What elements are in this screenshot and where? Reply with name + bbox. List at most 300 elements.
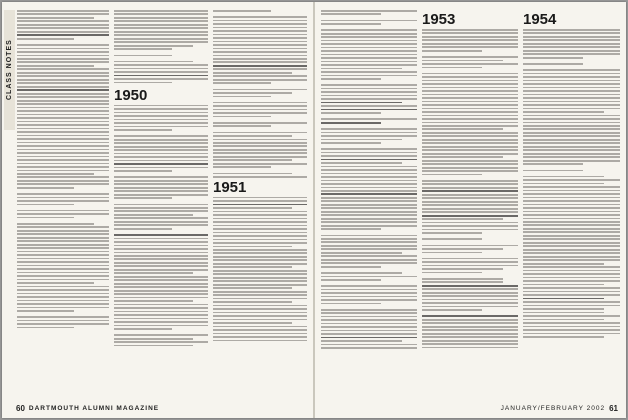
text-line bbox=[17, 327, 74, 329]
text-line bbox=[114, 170, 172, 172]
text-line bbox=[523, 76, 620, 78]
text-line bbox=[422, 248, 503, 250]
text-line bbox=[523, 149, 620, 151]
text-line bbox=[213, 298, 307, 300]
text-line bbox=[523, 273, 620, 275]
text-line bbox=[422, 336, 518, 338]
text-line bbox=[321, 155, 417, 157]
text-line bbox=[422, 295, 518, 297]
text-line bbox=[523, 118, 620, 120]
text-line bbox=[422, 146, 518, 148]
text-line bbox=[523, 104, 620, 106]
text-line bbox=[114, 304, 208, 306]
text-line bbox=[422, 329, 518, 331]
text-line bbox=[321, 169, 417, 171]
text-line bbox=[17, 180, 109, 182]
text-line bbox=[321, 299, 417, 301]
text-line bbox=[17, 48, 109, 50]
column-text bbox=[523, 29, 620, 338]
left-column-3 bbox=[213, 10, 307, 402]
text-line bbox=[213, 235, 307, 237]
text-line bbox=[213, 176, 307, 178]
text-line bbox=[523, 97, 620, 99]
text-line bbox=[422, 135, 518, 137]
text-line bbox=[17, 27, 109, 29]
text-line bbox=[523, 128, 620, 130]
text-line bbox=[523, 238, 620, 240]
text-line bbox=[213, 82, 271, 84]
text-line bbox=[17, 247, 109, 249]
text-line bbox=[213, 37, 307, 39]
text-line bbox=[114, 71, 208, 73]
text-line bbox=[321, 207, 417, 209]
text-line bbox=[213, 287, 292, 289]
text-line bbox=[114, 338, 193, 340]
text-line bbox=[17, 282, 94, 284]
text-line bbox=[422, 149, 518, 151]
text-line bbox=[17, 187, 74, 189]
text-line bbox=[321, 23, 381, 25]
text-line bbox=[321, 259, 417, 261]
text-line bbox=[321, 102, 402, 104]
text-line bbox=[17, 268, 109, 270]
text-line bbox=[213, 159, 292, 161]
left-page bbox=[2, 2, 313, 418]
text-line bbox=[114, 265, 208, 267]
text-line bbox=[114, 248, 208, 250]
text-line bbox=[523, 186, 620, 188]
text-line bbox=[213, 44, 307, 46]
text-line bbox=[523, 305, 620, 307]
text-line bbox=[17, 75, 109, 77]
text-line bbox=[422, 187, 518, 189]
text-line bbox=[523, 235, 620, 237]
text-line bbox=[17, 68, 109, 70]
text-line bbox=[523, 63, 583, 65]
text-line bbox=[523, 224, 620, 226]
text-line bbox=[114, 176, 208, 178]
text-line bbox=[422, 163, 518, 165]
text-line bbox=[17, 124, 109, 126]
text-line bbox=[321, 200, 417, 202]
text-line bbox=[321, 122, 381, 124]
text-line bbox=[321, 296, 417, 298]
text-line bbox=[523, 252, 620, 254]
text-line bbox=[523, 221, 620, 223]
text-line bbox=[114, 269, 208, 271]
text-line bbox=[17, 131, 109, 133]
text-line bbox=[321, 162, 402, 164]
text-line bbox=[321, 105, 417, 107]
text-line bbox=[213, 41, 307, 43]
text-line bbox=[114, 149, 208, 151]
text-line bbox=[523, 228, 620, 230]
text-line bbox=[422, 50, 482, 52]
text-line bbox=[213, 96, 271, 98]
text-line bbox=[114, 214, 193, 216]
text-line bbox=[114, 10, 208, 12]
text-line bbox=[321, 68, 402, 70]
text-line bbox=[17, 20, 109, 22]
text-line bbox=[114, 135, 208, 137]
text-line bbox=[523, 94, 620, 96]
text-line bbox=[523, 53, 620, 55]
text-line bbox=[114, 255, 208, 257]
page-number: 61 bbox=[609, 404, 618, 413]
text-line bbox=[114, 300, 193, 302]
text-line bbox=[523, 249, 620, 251]
text-line bbox=[213, 79, 307, 81]
text-line bbox=[213, 263, 307, 265]
text-line bbox=[422, 299, 518, 301]
text-line bbox=[422, 36, 518, 38]
text-line bbox=[422, 347, 518, 349]
text-line bbox=[114, 20, 208, 22]
text-line bbox=[321, 152, 417, 154]
text-line bbox=[17, 200, 109, 202]
text-line bbox=[422, 63, 518, 65]
text-line bbox=[321, 312, 417, 314]
text-line bbox=[321, 316, 417, 318]
text-line bbox=[17, 128, 109, 130]
text-line bbox=[321, 98, 417, 100]
column-text bbox=[213, 197, 307, 342]
text-line bbox=[114, 38, 208, 40]
text-line bbox=[213, 61, 307, 63]
text-line bbox=[114, 334, 208, 336]
text-line bbox=[17, 10, 109, 12]
text-line bbox=[523, 69, 620, 71]
text-line bbox=[422, 292, 518, 294]
column-text bbox=[114, 10, 208, 83]
text-line bbox=[213, 197, 307, 199]
text-line bbox=[422, 29, 518, 31]
text-line bbox=[321, 285, 417, 287]
text-line bbox=[17, 233, 109, 235]
text-line bbox=[17, 173, 94, 175]
text-line bbox=[321, 276, 417, 278]
text-line bbox=[213, 326, 307, 328]
text-line bbox=[422, 252, 482, 254]
text-line bbox=[114, 234, 208, 236]
text-line bbox=[114, 194, 208, 196]
text-line bbox=[213, 105, 307, 107]
text-line bbox=[114, 108, 208, 110]
text-line bbox=[114, 27, 208, 29]
text-line bbox=[114, 75, 208, 77]
text-line bbox=[17, 300, 109, 302]
text-line bbox=[422, 245, 518, 247]
text-line bbox=[213, 291, 307, 293]
text-line bbox=[321, 128, 417, 130]
text-line bbox=[422, 197, 518, 199]
text-line bbox=[213, 72, 292, 74]
text-line bbox=[114, 314, 208, 316]
text-line bbox=[213, 149, 307, 151]
right-page bbox=[315, 2, 626, 418]
text-line bbox=[213, 277, 307, 279]
text-line bbox=[213, 51, 307, 53]
text-line bbox=[114, 204, 208, 206]
text-line bbox=[523, 108, 620, 110]
text-line bbox=[213, 75, 307, 77]
text-line bbox=[114, 119, 208, 121]
text-line bbox=[17, 251, 109, 253]
text-line bbox=[321, 344, 417, 346]
text-line bbox=[523, 163, 583, 165]
text-line bbox=[523, 200, 620, 202]
text-line bbox=[321, 248, 417, 250]
text-line bbox=[213, 89, 307, 91]
text-line bbox=[213, 116, 271, 118]
text-line bbox=[321, 88, 417, 90]
text-line bbox=[422, 204, 518, 206]
text-line bbox=[114, 286, 208, 288]
text-line bbox=[321, 266, 381, 268]
text-line bbox=[17, 289, 109, 291]
text-line bbox=[213, 256, 307, 258]
text-line bbox=[17, 156, 109, 158]
text-line bbox=[422, 32, 518, 34]
text-line bbox=[523, 242, 620, 244]
text-line bbox=[114, 55, 172, 57]
text-line bbox=[17, 240, 109, 242]
text-line bbox=[422, 288, 518, 290]
text-line bbox=[114, 48, 172, 50]
text-line bbox=[422, 115, 518, 117]
text-line bbox=[422, 118, 518, 120]
text-line bbox=[213, 273, 307, 275]
text-line bbox=[17, 254, 109, 256]
text-line bbox=[17, 303, 109, 305]
text-line bbox=[213, 142, 307, 144]
text-line bbox=[422, 153, 518, 155]
text-line bbox=[213, 200, 307, 202]
text-line bbox=[213, 10, 271, 12]
text-line bbox=[114, 290, 208, 292]
text-line bbox=[422, 111, 518, 113]
text-line bbox=[17, 217, 74, 219]
text-line bbox=[523, 101, 620, 103]
text-line bbox=[213, 173, 292, 175]
text-line bbox=[17, 103, 109, 105]
text-line bbox=[114, 156, 208, 158]
text-line bbox=[321, 176, 417, 178]
text-line bbox=[213, 122, 307, 124]
text-line bbox=[17, 265, 109, 267]
text-line bbox=[17, 272, 109, 274]
text-line bbox=[321, 204, 417, 206]
text-line bbox=[321, 245, 417, 247]
text-line bbox=[422, 180, 518, 182]
text-line bbox=[213, 315, 307, 317]
text-line bbox=[321, 36, 417, 38]
text-line bbox=[321, 33, 417, 35]
text-line bbox=[422, 340, 518, 342]
text-line bbox=[114, 64, 208, 66]
text-line bbox=[213, 322, 292, 324]
text-line bbox=[17, 310, 74, 312]
text-line bbox=[114, 142, 208, 144]
text-line bbox=[523, 111, 604, 113]
text-line bbox=[114, 13, 208, 15]
text-line bbox=[422, 167, 518, 169]
text-line bbox=[17, 100, 109, 102]
column-text bbox=[213, 10, 307, 178]
text-line bbox=[321, 61, 417, 63]
text-line bbox=[523, 43, 620, 45]
text-line bbox=[213, 228, 307, 230]
text-line bbox=[422, 265, 518, 267]
text-line bbox=[321, 43, 417, 45]
text-line bbox=[523, 270, 620, 272]
text-line bbox=[213, 232, 307, 234]
issue-date: JANUARY/FEBRUARY 2002 bbox=[500, 405, 606, 412]
text-line bbox=[17, 107, 109, 109]
text-line bbox=[523, 153, 620, 155]
text-line bbox=[17, 293, 109, 295]
text-line bbox=[422, 208, 518, 210]
text-line bbox=[422, 46, 518, 48]
text-line bbox=[17, 24, 109, 26]
text-line bbox=[523, 156, 620, 158]
text-line bbox=[17, 279, 109, 281]
text-line bbox=[523, 197, 620, 199]
text-line bbox=[523, 32, 620, 34]
text-line bbox=[213, 163, 307, 165]
text-line bbox=[114, 34, 208, 36]
text-line bbox=[213, 312, 307, 314]
text-line bbox=[422, 281, 503, 283]
text-line bbox=[17, 89, 109, 91]
text-line bbox=[114, 24, 208, 26]
text-line bbox=[114, 341, 208, 343]
text-line bbox=[422, 90, 518, 92]
text-line bbox=[17, 275, 109, 277]
text-line bbox=[17, 142, 109, 144]
publication-name: DARTMOUTH ALUMNI MAGAZINE bbox=[28, 405, 160, 412]
text-line bbox=[523, 231, 620, 233]
text-line bbox=[422, 238, 482, 240]
text-line bbox=[114, 160, 208, 162]
text-line bbox=[422, 76, 518, 78]
text-line bbox=[17, 38, 74, 40]
text-line bbox=[321, 183, 417, 185]
text-line bbox=[17, 258, 109, 260]
text-line bbox=[523, 280, 620, 282]
text-line bbox=[17, 204, 74, 206]
text-line bbox=[17, 96, 109, 98]
text-line bbox=[321, 303, 381, 305]
text-line bbox=[17, 176, 109, 178]
text-line bbox=[17, 61, 109, 63]
text-line bbox=[213, 30, 307, 32]
text-line bbox=[523, 46, 620, 48]
text-line bbox=[422, 183, 518, 185]
text-line bbox=[422, 73, 518, 75]
text-line bbox=[321, 109, 417, 111]
text-line bbox=[321, 333, 417, 335]
text-line bbox=[17, 261, 109, 263]
text-line bbox=[114, 190, 208, 192]
text-line bbox=[321, 112, 381, 114]
text-line bbox=[213, 55, 307, 57]
text-line bbox=[17, 55, 109, 57]
text-line bbox=[17, 51, 109, 53]
text-line bbox=[17, 79, 109, 81]
text-line bbox=[523, 256, 620, 258]
text-line bbox=[321, 337, 417, 339]
text-line bbox=[523, 190, 620, 192]
text-line bbox=[213, 340, 307, 342]
left-footer bbox=[16, 404, 159, 413]
text-line bbox=[213, 135, 292, 137]
text-line bbox=[422, 156, 503, 158]
text-line bbox=[17, 145, 109, 147]
text-line bbox=[422, 60, 503, 62]
text-line bbox=[321, 29, 417, 31]
text-line bbox=[17, 82, 109, 84]
text-line bbox=[422, 306, 518, 308]
text-line bbox=[114, 241, 208, 243]
text-line bbox=[213, 65, 307, 67]
text-line bbox=[17, 286, 109, 288]
text-line bbox=[213, 294, 307, 296]
text-line bbox=[422, 142, 518, 144]
text-line bbox=[17, 58, 109, 60]
text-line bbox=[114, 252, 208, 254]
text-line bbox=[17, 226, 109, 228]
column-text bbox=[17, 10, 109, 328]
text-line bbox=[422, 232, 482, 234]
text-line bbox=[321, 279, 381, 281]
text-line bbox=[114, 311, 208, 313]
page-number: 60 bbox=[16, 404, 25, 413]
text-line bbox=[422, 160, 518, 162]
text-line bbox=[523, 214, 620, 216]
text-line bbox=[213, 221, 307, 223]
text-line bbox=[17, 197, 109, 199]
text-line bbox=[114, 258, 208, 260]
text-line bbox=[114, 112, 208, 114]
text-line bbox=[321, 347, 417, 349]
class-year-heading: 1950 bbox=[114, 86, 148, 104]
text-line bbox=[422, 132, 518, 134]
text-line bbox=[17, 17, 94, 19]
text-line bbox=[422, 108, 518, 110]
text-line bbox=[114, 217, 208, 219]
text-line bbox=[17, 166, 109, 168]
text-line bbox=[523, 73, 620, 75]
text-line bbox=[422, 278, 503, 280]
text-line bbox=[114, 228, 172, 230]
text-line bbox=[213, 139, 307, 141]
text-line bbox=[422, 125, 518, 127]
text-line bbox=[213, 92, 292, 94]
text-line bbox=[422, 83, 518, 85]
text-line bbox=[17, 13, 109, 15]
text-line bbox=[213, 112, 307, 114]
text-line bbox=[114, 167, 208, 169]
text-line bbox=[321, 221, 417, 223]
text-line bbox=[114, 78, 208, 80]
text-line bbox=[114, 139, 208, 141]
text-line bbox=[213, 156, 307, 158]
text-line bbox=[213, 125, 271, 127]
text-line bbox=[213, 166, 271, 168]
column-text bbox=[321, 10, 417, 349]
text-line bbox=[213, 252, 307, 254]
